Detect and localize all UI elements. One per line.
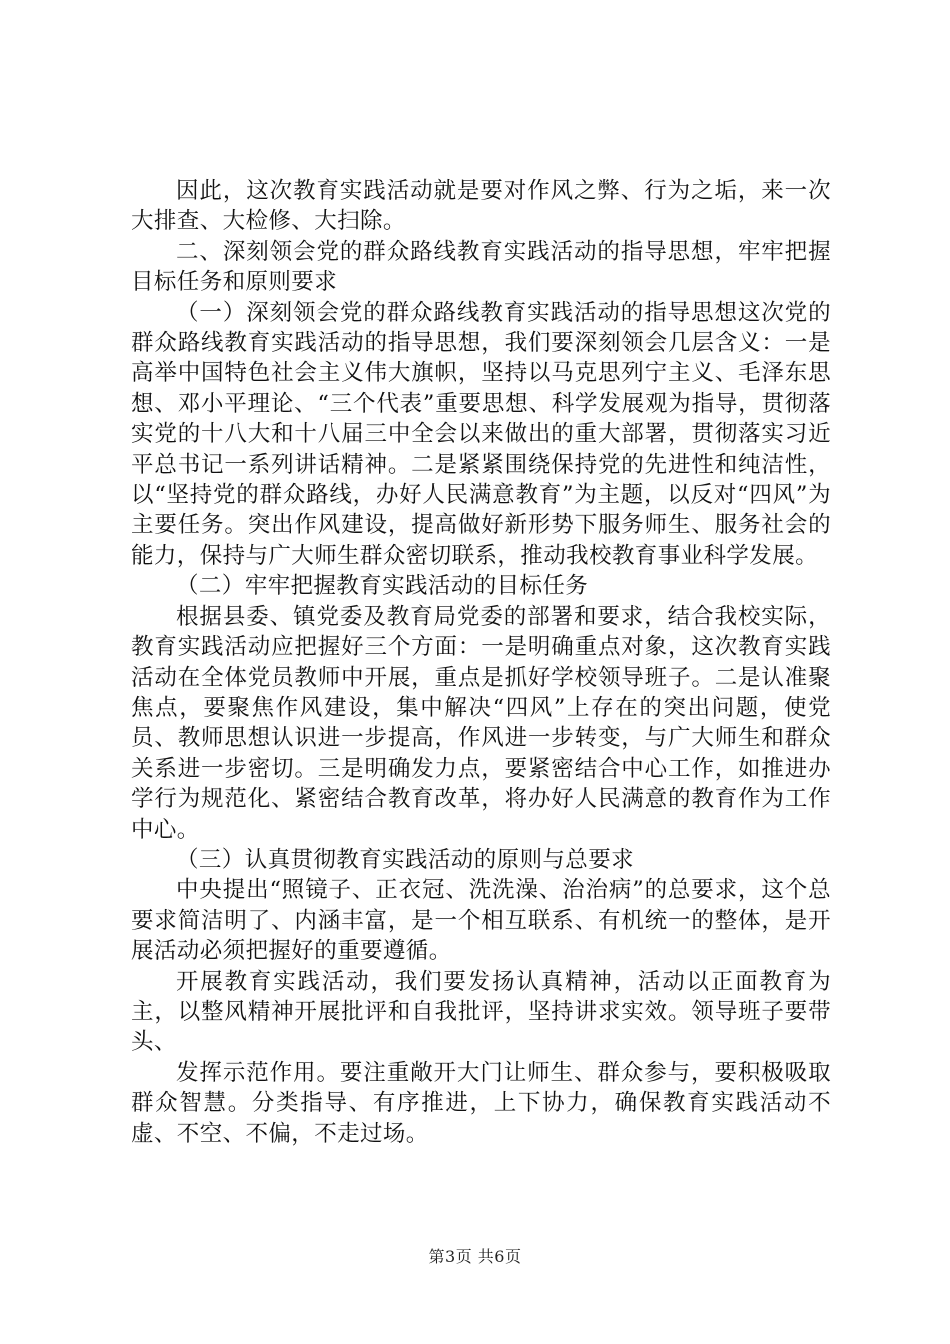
paragraph-conclusion: 因此，这次教育实践活动就是要对作风之弊、行为之垢，来一次大排查、大检修、大扫除。 [131,178,831,235]
page-footer [0,1244,950,1267]
paragraph-exemplary-role: 发挥示范作用。要注重敞开大门让师生、群众参与，要积极吸取群众智慧。分类指导、有序推进，上下协力，确保教育实践活动不虚、不空、不偏，不走过场。 [131,1059,831,1147]
paragraph-activity-approach: 开展教育实践活动，我们要发扬认真精神，活动以正面教育为主，以整风精神开展批评和自我批评，坚持讲求实效。领导班子要带头、 [131,968,831,1056]
paragraph-objectives: 根据县委、镇党委及教育局党委的部署和要求，结合我校实际，教育实践活动应把握好三个方面：一是明确重点对象，这次教育实践活动在全体党员教师中开展，重点是抓好学校领导班子。二是认准聚焦点，要聚焦作风建设，集中解决“四风”上存在的突出问题，使党员、教师思想认识进一步提高，作风进一步转变，与广大师生和群众关系进一步密切。三是明确发力点，要紧密结合中心工作，如推进办学行为规范化、紧密结合教育改革，将办好人民满意的教育作为工作中心。 [131,603,831,843]
paragraph-guiding-thought: （一）深刻领会党的群众路线教育实践活动的指导思想这次党的群众路线教育实践活动的指导思想，我们要深刻领会几层含义：一是高举中国特色社会主义伟大旗帜，坚持以马克思列宁主义、毛泽东思想、邓小平理论、“三个代表”重要思想、科学发展观为指导，贯彻落实党的十八大和十八届三中全会以来做出的重大部署，贯彻落实习近平总书记一系列讲话精神。二是紧紧围绕保持党的先进性和纯洁性，以“坚持党的群众路线，办好人民满意教育”为主题，以反对“四风”为主要任务。突出作风建设，提高做好新形势下服务师生、服务社会的能力，保持与广大师生群众密切联系，推动我校教育事业科学发展。 [131,299,831,569]
subheading-objectives: （二）牢牢把握教育实践活动的目标任务 [176,573,589,600]
document-body [131,176,831,1149]
paragraph-general-requirements: 中央提出“照镜子、正衣冠、洗洗澡、治治病”的总要求，这个总要求简洁明了、内涵丰富，是一个相互联系、有机统一的整体，是开展活动必须把握好的重要遵循。 [131,877,831,965]
section-heading-2: 二、深刻领会党的群众路线教育实践活动的指导思想，牢牢把握目标任务和原则要求 [131,238,831,296]
subheading-principles: （三）认真贯彻教育实践活动的原则与总要求 [176,846,635,873]
page-number: 第3页 共6页 [428,1247,522,1266]
